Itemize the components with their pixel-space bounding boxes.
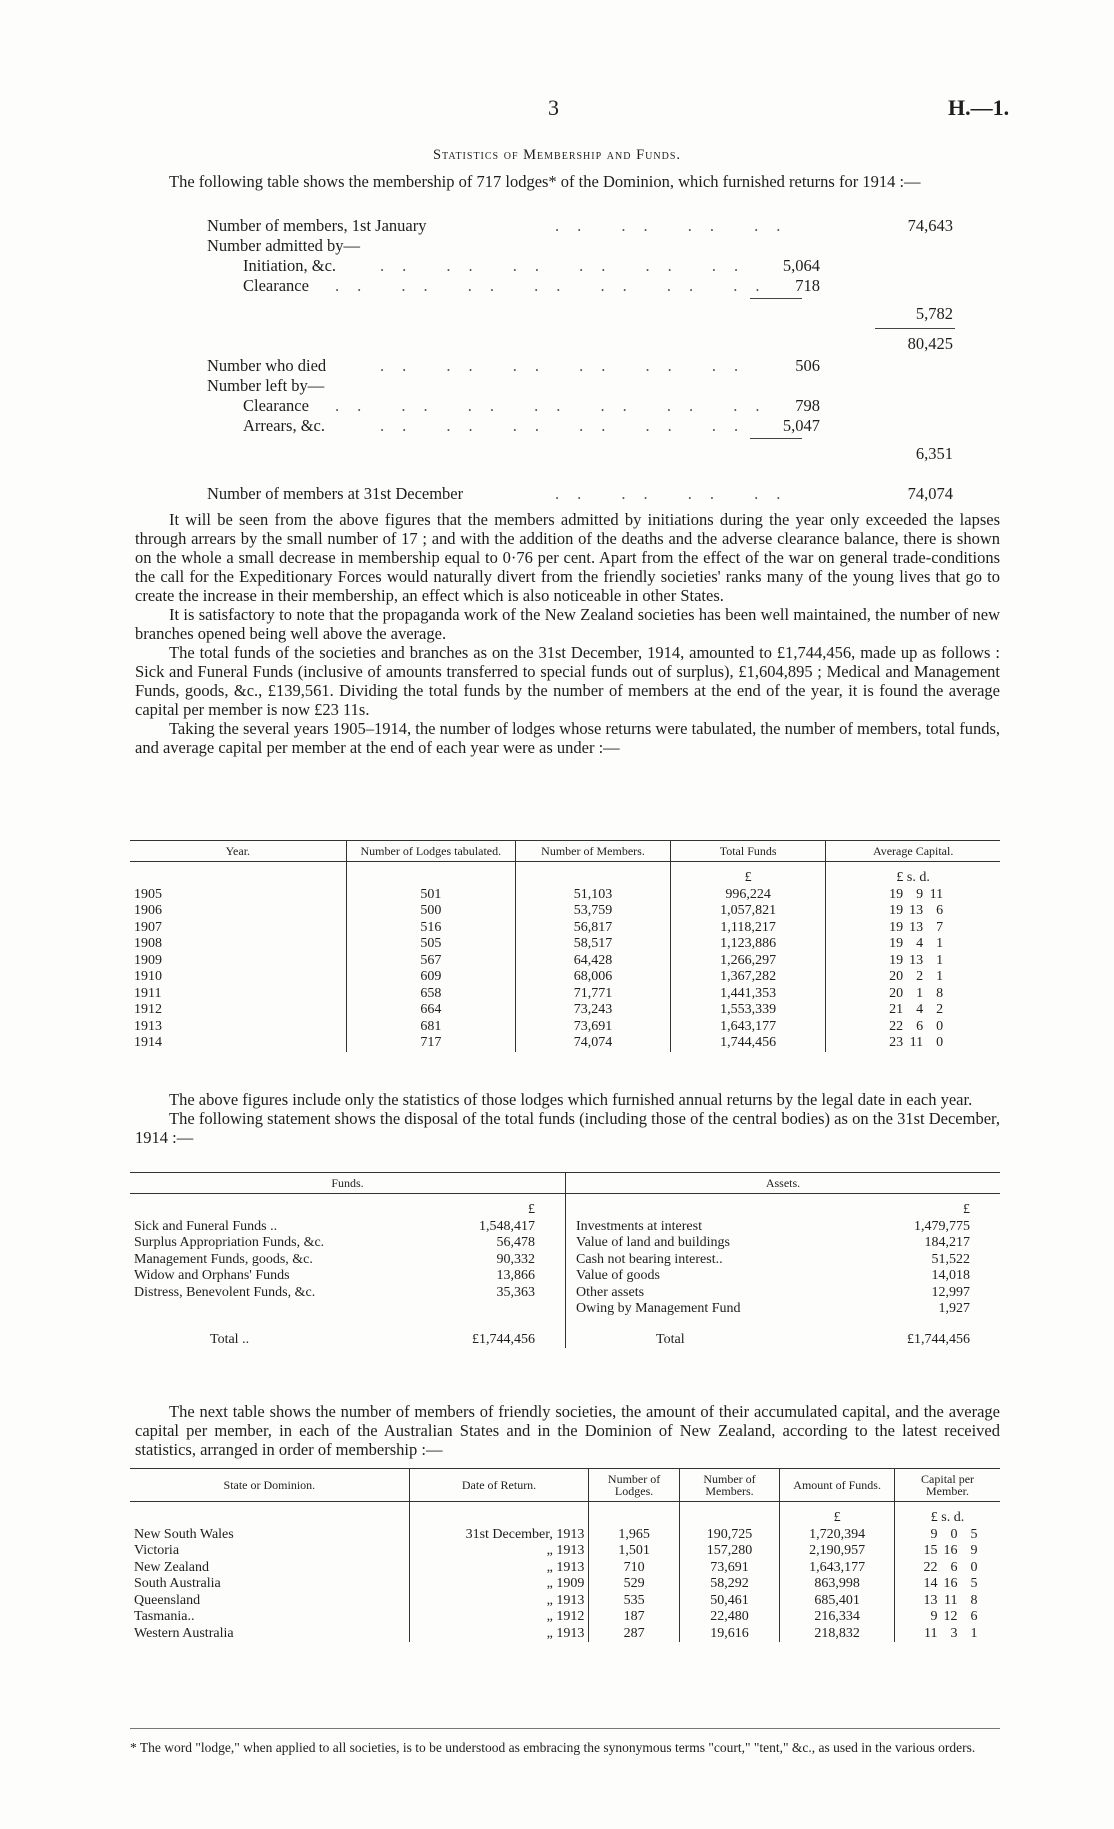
capital-shillings: 9 [916,886,924,902]
date-cell: „ 1913 [409,1626,589,1643]
date-cell: „ 1913 [409,1543,589,1560]
ledger-label: Clearance [243,396,309,415]
funds-cell: 1,643,177 [671,1019,826,1036]
table-row [130,903,1000,920]
members-cell: 74,074 [516,1035,671,1052]
year-cell: 1905 [130,887,346,904]
funds-header: Funds. [130,1173,566,1194]
table-row [130,1268,1000,1285]
capital-cell [826,1035,1000,1052]
ledger-row-subtotal [135,334,1000,354]
capital-pounds: 22 [923,1559,938,1575]
subtotal-rule [750,438,802,439]
capital-pence: 1 [936,936,944,951]
ledger-row-admitted-total [135,304,1000,324]
subtotal-rule [750,298,802,299]
capital-cell [895,1560,1000,1577]
leader-dots: .. .. .. .. [555,484,799,503]
capital-pounds: 22 [889,1018,904,1034]
paragraph: The following statement shows the disposal of the total funds (including those of the central bodies) as on the 31st December, 1914 :— [135,1109,1000,1147]
capital-cell [895,1626,1000,1643]
capital-shillings: 13 [909,903,924,918]
funds-total-value: £1,744,456 [422,1332,566,1349]
body-paragraph-3 [135,1402,1000,1459]
year-cell: 1907 [130,920,346,937]
funds-cell: 1,553,339 [671,1002,826,1019]
date-cell: „ 1913 [409,1593,589,1610]
capital-shillings: 2 [916,969,924,984]
members-cell: 58,292 [679,1576,779,1593]
capital-cell [895,1593,1000,1610]
funds-cell: 2,190,957 [780,1543,895,1560]
members-cell: 71,771 [516,986,671,1003]
capital-cell [826,969,1000,986]
year-cell: 1908 [130,936,346,953]
funds-cell: 1,720,394 [780,1527,895,1544]
column-header: Number of Members. [516,841,671,862]
body-paragraphs-2 [135,1090,1000,1147]
year-cell: 1906 [130,903,346,920]
capital-pounds: 20 [889,985,904,1001]
table-row [130,1609,1000,1626]
lodges-cell: 681 [346,1019,515,1036]
date-cell: „ 1913 [409,1560,589,1577]
lodges-cell: 658 [346,986,515,1003]
empty-cell [130,1301,422,1318]
funds-cell: 216,334 [780,1609,895,1626]
leader-dots: .. .. .. .. .. .. [380,356,757,375]
fund-value: 1,548,417 [422,1219,566,1236]
capital-cell [895,1609,1000,1626]
lodges-cell: 1,501 [589,1543,679,1560]
column-header: State or Dominion. [130,1469,409,1502]
state-cell: Victoria [130,1543,409,1560]
ledger-label: Number admitted by— [207,236,361,255]
states-table-body [130,1502,1000,1643]
state-cell: New South Wales [130,1527,409,1544]
capital-cell [826,986,1000,1003]
capital-shillings: 16 [943,1543,958,1558]
unit-label: £ [671,862,826,887]
state-cell: New Zealand [130,1560,409,1577]
capital-cell [895,1543,1000,1560]
unit-label: £ [963,1202,970,1217]
empty-cell [422,1301,566,1318]
members-cell: 22,480 [679,1609,779,1626]
asset-label: Value of goods [576,1268,661,1283]
funds-cell: 1,057,821 [671,903,826,920]
totals-row [130,1332,1000,1349]
table-row [130,1301,1000,1318]
table-row [130,953,1000,970]
column-header: Date of Return. [409,1469,589,1502]
members-cell: 19,616 [679,1626,779,1643]
ledger-row-clearance-out [135,396,1000,416]
leader-dots: .. .. .. .. .. .. [380,256,757,275]
capital-pence: 6 [936,903,944,918]
capital-shillings: 4 [916,1002,924,1017]
ledger-row-initiation [135,256,1000,276]
funds-cell: 996,224 [671,887,826,904]
document-reference: H.—1. [948,95,1010,120]
ledger-label: Arrears, &c. [243,416,326,435]
state-cell: Tasmania.. [130,1609,409,1626]
table-header-row [130,1173,1000,1194]
fund-label: Sick and Funeral Funds .. [134,1218,278,1234]
members-cell: 50,461 [679,1593,779,1610]
capital-shillings: 11 [944,1592,958,1608]
date-cell: 31st December, 1913 [409,1527,589,1544]
funds-cell: 1,744,456 [671,1035,826,1052]
asset-label: Investments at interest [576,1218,702,1234]
capital-pence: 0 [970,1559,978,1575]
capital-pence: 0 [936,1035,944,1050]
ledger-row-died [135,356,1000,376]
unit-label: £ s. d. [930,1510,965,1525]
funds-cell: 1,118,217 [671,920,826,937]
table-row [130,1543,1000,1560]
capital-shillings: 11 [909,1035,924,1050]
asset-label: Owing by Management Fund [576,1301,741,1316]
paragraph: The total funds of the societies and branches as on the 31st December, 1914, amounted to £1,744,456, made up as follows : Sick and Funeral Funds (inclusive of amounts transferred to special funds out of surplus), £1,604,895 ; Medical and Management Funds, goods, &c., £139,561. Dividing the total funds by the number of members at the end of the year, it is found the average capital per member is now £23 11s. [135,643,1000,719]
page-number: 3 [548,95,559,120]
column-header: Number of Lodges tabulated. [346,841,515,862]
ledger-row-clearance-in [135,276,1000,296]
funds-cell: 1,643,177 [780,1560,895,1577]
capital-pounds: 9 [930,1609,938,1624]
leader-dots: .. .. .. .. .. .. .. [335,276,778,295]
capital-pence: 8 [936,985,944,1001]
table-row [130,1285,1000,1302]
state-cell: South Australia [130,1576,409,1593]
capital-pence: 9 [970,1543,978,1558]
unit-label: £ [422,1194,566,1219]
funds-table-body [130,1194,1000,1349]
table-row [130,986,1000,1003]
capital-pounds: 13 [923,1592,938,1608]
capital-pounds: 19 [889,936,904,951]
capital-shillings: 16 [943,1576,958,1591]
capital-cell [826,887,1000,904]
capital-pounds: 14 [923,1576,938,1591]
lodges-cell: 529 [589,1576,679,1593]
capital-pence: 5 [970,1576,978,1591]
ledger-value: 80,425 [907,334,953,353]
state-cell: Queensland [130,1593,409,1610]
paragraph: The next table shows the number of members of friendly societies, the amount of their accumulated capital, and the average capital per member, in each of the Australian States and in the Dominion of New Zealand, according to the latest received statistics, arranged in order of membership :— [135,1402,1000,1459]
column-header: Average Capital. [826,841,1000,862]
table-row [130,1019,1000,1036]
capital-cell [895,1527,1000,1544]
lodges-cell: 710 [589,1560,679,1577]
capital-pounds: 20 [889,969,904,984]
table-row [130,920,1000,937]
ledger-row-arrears [135,416,1000,436]
capital-pence: 7 [936,919,944,935]
table-row [130,1576,1000,1593]
year-cell: 1911 [130,986,346,1003]
table-row [130,1560,1000,1577]
ledger-label: Number who died [207,356,327,375]
unit-label: £ s. d. [896,870,930,885]
capital-pence: 0 [936,1018,944,1034]
ledger-label: Initiation, &c. [243,256,337,275]
capital-shillings: 1 [916,985,924,1001]
years-table-body [130,862,1000,1052]
members-cell: 73,243 [516,1002,671,1019]
lodges-cell: 535 [589,1593,679,1610]
capital-pounds: 15 [923,1543,938,1558]
capital-shillings: 6 [950,1559,958,1575]
column-header: Number of Lodges. [589,1469,679,1502]
capital-pounds: 21 [889,1002,904,1017]
funds-cell: 863,998 [780,1576,895,1593]
members-cell: 56,817 [516,920,671,937]
fund-value: 56,478 [422,1235,566,1252]
table-row [130,1035,1000,1052]
paragraph: It is satisfactory to note that the propaganda work of the New Zealand societies has been well maintained, the number of new branches opened being well above the average. [135,605,1000,643]
spacer-row [130,1318,1000,1332]
asset-label: Cash not bearing interest.. [576,1251,723,1267]
asset-value: 1,479,775 [914,1218,970,1234]
lodges-cell: 1,965 [589,1527,679,1544]
body-paragraphs [135,510,1000,757]
capital-pounds: 19 [889,952,904,968]
members-cell: 190,725 [679,1527,779,1544]
unit-row [130,862,1000,887]
lodges-cell: 500 [346,903,515,920]
asset-label: Value of land and buildings [576,1235,730,1250]
section-heading: Statistics of Membership and Funds. [432,147,682,163]
table-row [130,887,1000,904]
capital-pence: 1 [970,1625,978,1641]
table-row [130,1252,1000,1269]
ledger-value: 5,064 [782,256,820,275]
ledger-row-members-start [135,216,1000,236]
intro-paragraph [135,172,1000,191]
asset-value: 1,927 [938,1301,970,1316]
capital-shillings: 12 [943,1609,958,1624]
asset-value: 12,997 [931,1284,970,1300]
capital-shillings: 3 [950,1625,958,1641]
capital-cell [826,920,1000,937]
table-row [130,1002,1000,1019]
capital-pence: 8 [970,1592,978,1608]
year-cell: 1909 [130,953,346,970]
members-cell: 53,759 [516,903,671,920]
lodges-cell: 516 [346,920,515,937]
asset-value: 184,217 [924,1235,970,1250]
table-row [130,936,1000,953]
years-table [130,840,1000,1052]
table-row [130,1235,1000,1252]
members-cell: 68,006 [516,969,671,986]
ledger-row-members-end [135,484,1000,504]
fund-value: 13,866 [422,1268,566,1285]
capital-pounds: 11 [924,1625,938,1641]
unit-row [130,1502,1000,1527]
ledger-value: 798 [795,396,820,415]
asset-label: Other assets [576,1284,645,1300]
capital-cell [826,936,1000,953]
lodges-cell: 567 [346,953,515,970]
assets-total-value: £1,744,456 [907,1331,970,1347]
capital-shillings: 13 [909,919,924,935]
asset-value: 14,018 [931,1268,970,1283]
year-cell: 1910 [130,969,346,986]
column-header: Amount of Funds. [780,1469,895,1502]
members-cell: 51,103 [516,887,671,904]
ledger-value: 74,643 [907,216,953,235]
fund-label: Surplus Appropriation Funds, &c. [134,1235,325,1250]
capital-pounds: 19 [889,886,904,902]
members-cell: 73,691 [679,1560,779,1577]
ledger-value: 718 [795,276,820,295]
ledger-label: Number of members at 31st December [207,484,464,503]
capital-pence: 5 [970,1526,978,1542]
capital-pence: 6 [970,1609,978,1624]
funds-cell: 218,832 [780,1626,895,1643]
lodges-cell: 501 [346,887,515,904]
column-header: Number of Members. [679,1469,779,1502]
year-cell: 1914 [130,1035,346,1052]
members-cell: 64,428 [516,953,671,970]
fund-label: Management Funds, goods, &c. [134,1251,313,1267]
ledger-value: 506 [795,356,820,375]
lodges-cell: 717 [346,1035,515,1052]
membership-ledger [135,216,1000,508]
ledger-label: Clearance [243,276,309,295]
lodges-cell: 287 [589,1626,679,1643]
capital-pounds: 19 [889,919,904,935]
ledger-label: Number of members, 1st January [207,216,427,235]
intro-text: The following table shows the membership of 717 lodges* of the Dominion, which furnished returns for 1914 :— [169,172,921,191]
leader-dots: .. .. .. .. .. .. [380,416,757,435]
subtotal-rule [875,328,955,329]
funds-total-label: Total .. [210,1331,250,1347]
ledger-value: 74,074 [907,484,953,503]
year-cell: 1912 [130,1002,346,1019]
capital-cell [895,1576,1000,1593]
paragraph: It will be seen from the above figures that the members admitted by initiations during the year only exceeded the lapses through arrears by the small number of 17 ; and with the addition of the deaths and the adverse clearance balance, there is shown on the whole a small decrease in membership equal to 0·76 per cent. Apart from the effect of the war on general trade-conditions the call for the Expeditionary Forces would naturally divert from the friendly societies' ranks many of the young lives that go to create the increase in their membership, an effect which is also noticeable in other States. [135,510,1000,605]
capital-cell [826,953,1000,970]
capital-pence: 1 [936,969,944,984]
ledger-label: Number left by— [207,376,325,395]
ledger-value: 6,351 [915,444,953,463]
ledger-row-left-by [135,376,1000,396]
assets-total-label: Total [656,1331,685,1347]
paragraph: The above figures include only the statistics of those lodges which furnished annual returns by the legal date in each year. [169,1090,973,1109]
funds-cell: 1,367,282 [671,969,826,986]
fund-value: 90,332 [422,1252,566,1269]
lodges-cell: 505 [346,936,515,953]
states-table [130,1468,1000,1642]
date-cell: „ 1909 [409,1576,589,1593]
lodges-cell: 609 [346,969,515,986]
capital-shillings: 6 [916,1018,924,1034]
table-row [130,969,1000,986]
members-cell: 157,280 [679,1543,779,1560]
fund-label: Widow and Orphans' Funds [134,1268,290,1283]
capital-pounds: 23 [889,1035,904,1050]
table-row [130,1593,1000,1610]
column-header: Capital per Member. [895,1469,1000,1502]
asset-value: 51,522 [931,1251,970,1267]
members-cell: 58,517 [516,936,671,953]
capital-shillings: 4 [916,936,924,951]
assets-header: Assets. [566,1173,1000,1194]
lodges-cell: 187 [589,1609,679,1626]
paragraph: Taking the several years 1905–1914, the number of lodges whose returns were tabulated, the number of members, total funds, and average capital per member at the end of each year were as under :— [135,719,1000,757]
footnote: * The word "lodge," when applied to all societies, is to be understood as embracing the synonymous terms "court," "tent," &c., as used in the various orders. [130,1740,976,1755]
funds-cell: 685,401 [780,1593,895,1610]
leader-dots: .. .. .. .. [555,216,799,235]
table-row [130,1527,1000,1544]
fund-value: 35,363 [422,1285,566,1302]
column-header: Total Funds [671,841,826,862]
capital-cell [826,1002,1000,1019]
table-header-row [130,841,1000,862]
ledger-row-left-total [135,444,1000,464]
year-cell: 1913 [130,1019,346,1036]
column-header: Year. [130,841,346,862]
ledger-row-admitted-by [135,236,1000,256]
capital-pounds: 9 [930,1526,938,1542]
footnote-rule [130,1728,1000,1729]
members-cell: 73,691 [516,1019,671,1036]
state-cell: Western Australia [130,1626,409,1643]
funds-cell: 1,123,886 [671,936,826,953]
ledger-value: 5,047 [782,416,820,435]
capital-shillings: 0 [950,1526,958,1542]
unit-row [130,1194,1000,1219]
funds-cell: 1,266,297 [671,953,826,970]
funds-cell: 1,441,353 [671,986,826,1003]
capital-pence: 11 [929,886,944,902]
capital-cell [826,1019,1000,1036]
capital-cell [826,903,1000,920]
capital-shillings: 13 [909,952,924,968]
capital-pence: 2 [936,1002,944,1017]
fund-label: Distress, Benevolent Funds, &c. [134,1284,316,1300]
capital-pence: 1 [936,952,944,968]
table-header-row [130,1469,1000,1502]
lodges-cell: 664 [346,1002,515,1019]
funds-assets-table [130,1172,1000,1348]
leader-dots: .. .. .. .. .. .. .. [335,396,778,415]
unit-label: £ [780,1502,895,1527]
table-row [130,1626,1000,1643]
date-cell: „ 1912 [409,1609,589,1626]
capital-pounds: 19 [889,903,904,918]
table-row [130,1219,1000,1236]
ledger-value: 5,782 [915,304,953,323]
